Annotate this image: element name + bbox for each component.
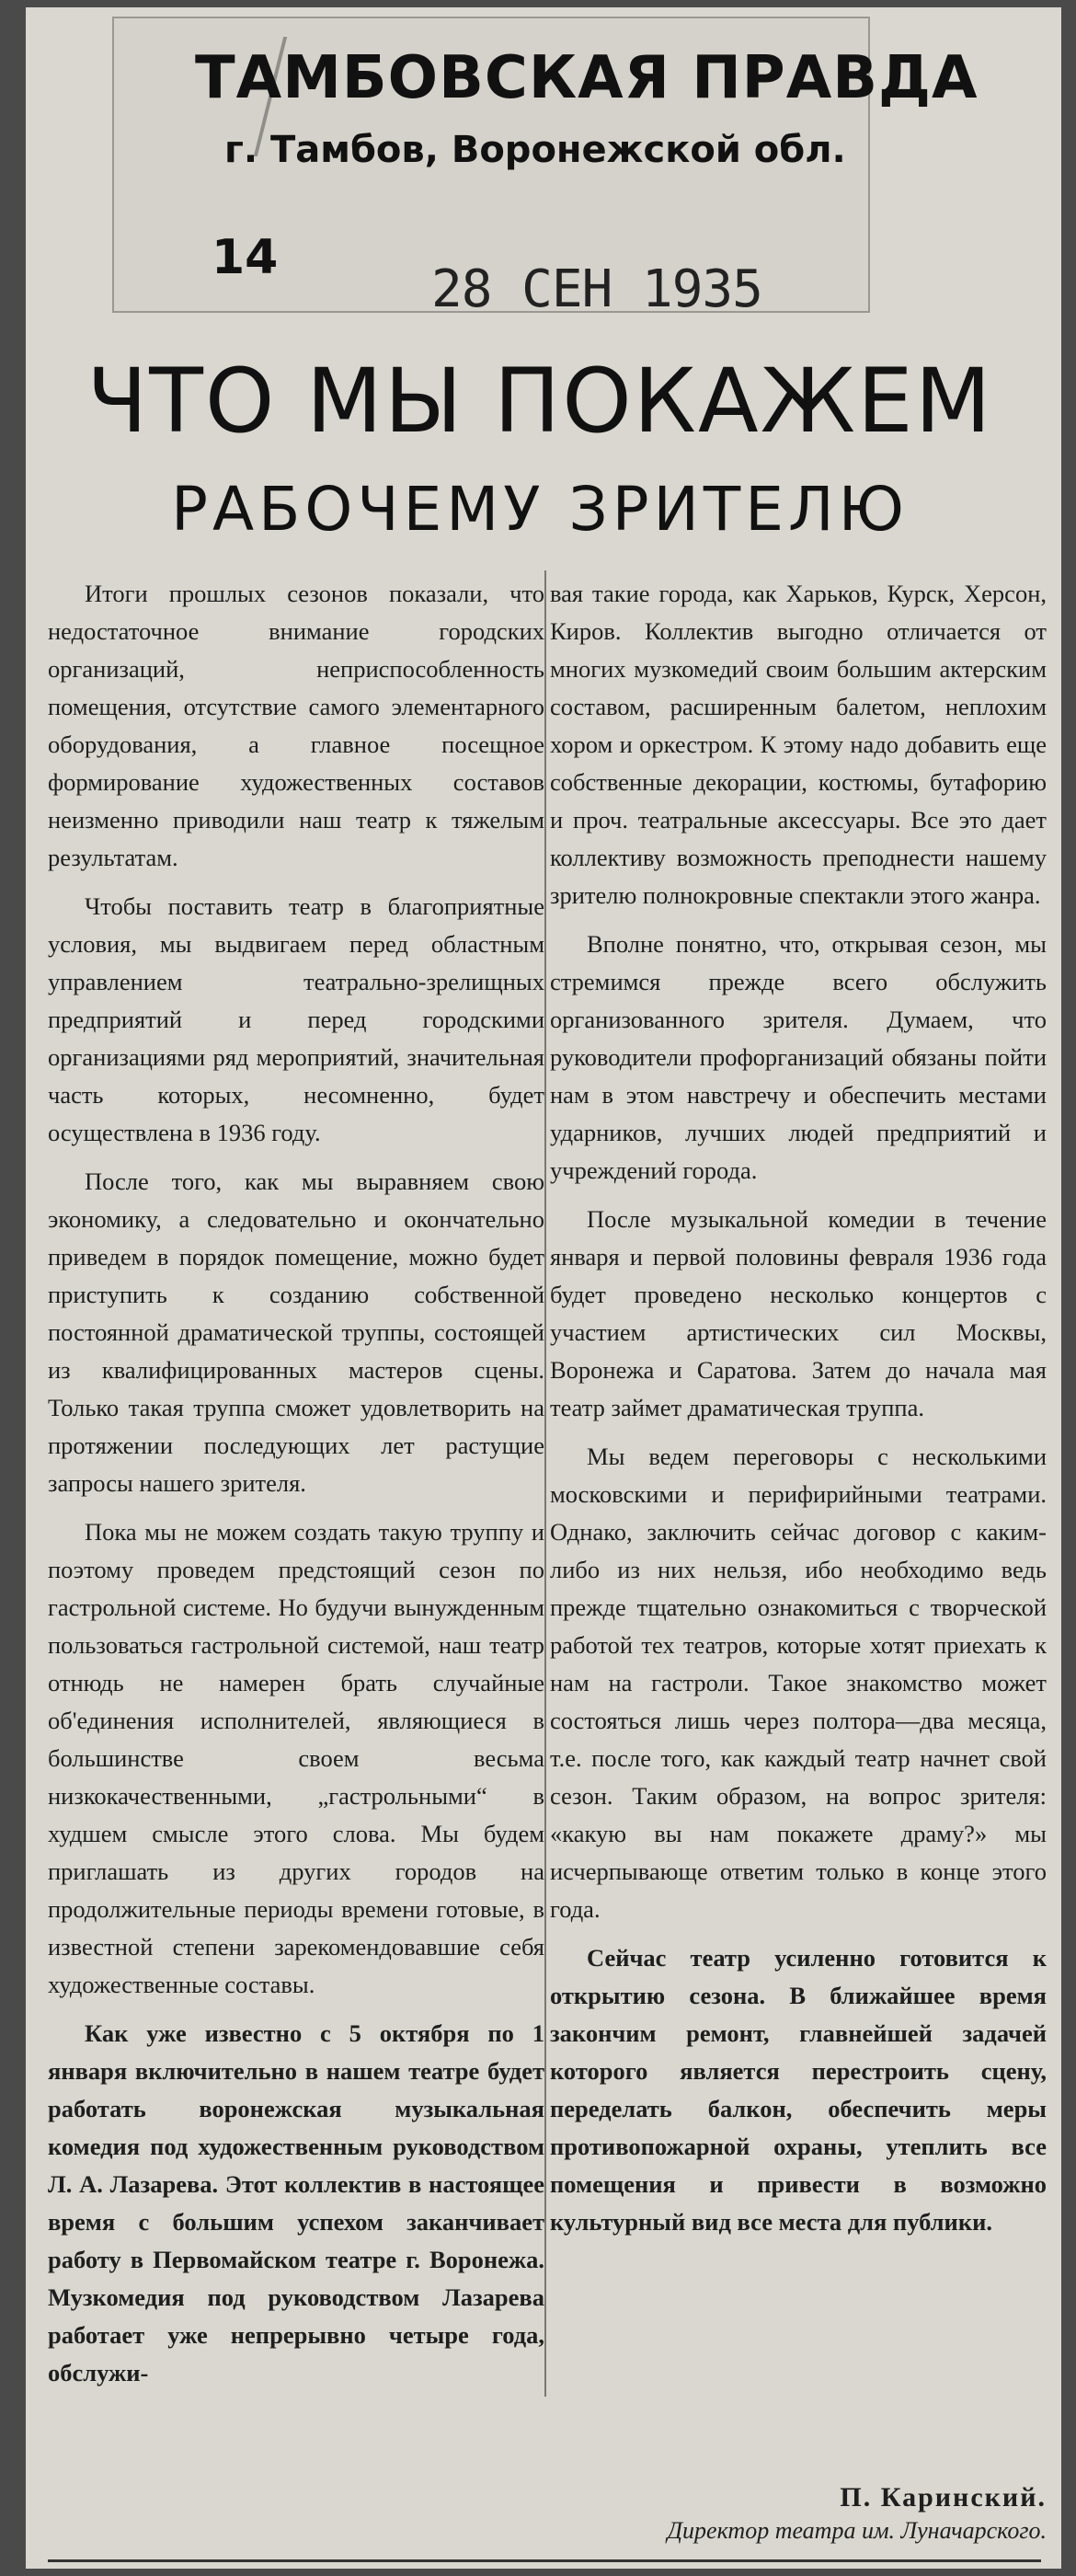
author-title: Директор театра им. Луначарского.	[667, 2517, 1047, 2544]
signature	[550, 2479, 1047, 2546]
newspaper-name: ТАМБОВСКАЯ ПРАВДА	[195, 44, 979, 112]
right-column	[550, 575, 1047, 2252]
paragraph: После музыкальной комедии в течение января и первой половины февраля 1936 года будет проведено несколько концертов с участием артистических сил Москвы, Воронежа и Саратова. Затем до начала мая театр займет драматическая труппа.	[550, 1205, 1047, 1421]
masthead-stamp	[112, 17, 979, 319]
paragraph: вая такие города, как Харьков, Курск, Херсон, Киров. Коллектив выгодно отличается от многих музкомедий своим большим актерским составом, расширенным балетом, неплохим хором и оркестром. К этому надо добавить еще собственные декорации, костюмы, бутафорию и проч. театральные аксессуары. Все это дает коллективу возможность преподнести нашему зрителю полнокровные спектакли этого жанра.	[550, 580, 1047, 909]
author-name: П. Каринский.	[840, 2482, 1047, 2513]
left-column	[48, 575, 544, 2403]
paragraph: После того, как мы выравняем свою экономику, а следовательно и окончательно приведем в порядок помещение, можно будет приступить к созданию собственной постоянной драматической труппы, состоящей из квалифицированных мастеров сцены. Только такая труппа сможет удовлетворить на протяжении последующих лет растущие запросы нашего зрителя.	[48, 1167, 544, 1497]
paragraph: Чтобы поставить театр в благоприятные условия, мы выдвигаем перед областным управлением театрально-зрелищных предприятий и перед городскими организациями ряд мероприятий, значительная часть которых, несомненно, будет осуществлена в 1936 году.	[48, 892, 544, 1146]
paragraph: Итоги прошлых сезонов показали, что недостаточное внимание городских организаций, неприспособленность помещения, отсутствие самого элементарного оборудования, а главное посещное формирование художественных составов неизменно приводили наш театр к тяжелым результатам.	[48, 580, 544, 871]
paragraph: Сейчас театр усиленно готовится к открытию сезона. В ближайшее время закончим ремонт, главнейшей задачей которого является перестроить сцену, переделать балкон, обеспечить меры противопожарной охраны, утеплить все помещения и привести в возможно культурный вид все места для публики.	[550, 1944, 1047, 2236]
article-title: ЧТО МЫ ПОКАЖЕМ	[86, 350, 993, 453]
newspaper-city: г. Тамбов, Воронежской обл.	[224, 129, 846, 171]
paragraph: Пока мы не можем создать такую труппу и поэтому проведем предстоящий сезон по гастрольной системе. Но будучи вынужденным пользоваться гастрольной системой, наш театр отнюдь не намерен брать случайные об'единения исполнителей, являющиеся в большинстве своем весьма низкокачественными, „гастрольными“ в худшем смысле этого слова. Мы будем приглашать из других городов на продолжительные периоды времени готовые, в известной степени зарекомендовавшие себя художественные составы.	[48, 1518, 544, 1998]
paragraph: Мы ведем переговоры с несколькими московскими и перифирийными театрами. Однако, заключить сейчас договор с каким-либо из них нельзя, ибо необходимо ведь прежде тщательно ознакомиться с творческой работой тех театров, которые хотят приехать к нам на гастроли. Такое знакомство может состояться лишь через полтора—два месяца, т.е. после того, как каждый театр начнет свой сезон. Таким образом, на вопрос зрителя: «какую вы нам покажете драму?» мы исчерпывающе ответим только в конце этого года.	[550, 1443, 1047, 1923]
issue-number: 14	[212, 230, 279, 285]
issue-date: 28 СЕН 1935	[431, 259, 762, 319]
paragraph: Вполне понятно, что, открывая сезон, мы стремимся прежде всего обслужить организованного зрителя. Думаем, что руководители профорганизаций обязаны пойти нам в этом навстречу и обеспечить местами ударников, лучших людей предприятий и учреждений города.	[550, 930, 1047, 1184]
article-subtitle: РАБОЧЕМУ ЗРИТЕЛЮ	[171, 474, 909, 545]
bottom-rule	[48, 2559, 1041, 2562]
paragraph: Как уже известно с 5 октября по 1 января включительно в нашем театре будет работать воронежская музыкальная комедия под художественным руководством Л. А. Лазарева. Этот коллектив в настоящее время с большим успехом заканчивает работу в Первомайском театре г. Воронежа. Музкомедия под руководством Лазарева работает уже непрерывно четыре года, обслужи-	[48, 2019, 544, 2386]
column-divider	[544, 570, 546, 2397]
